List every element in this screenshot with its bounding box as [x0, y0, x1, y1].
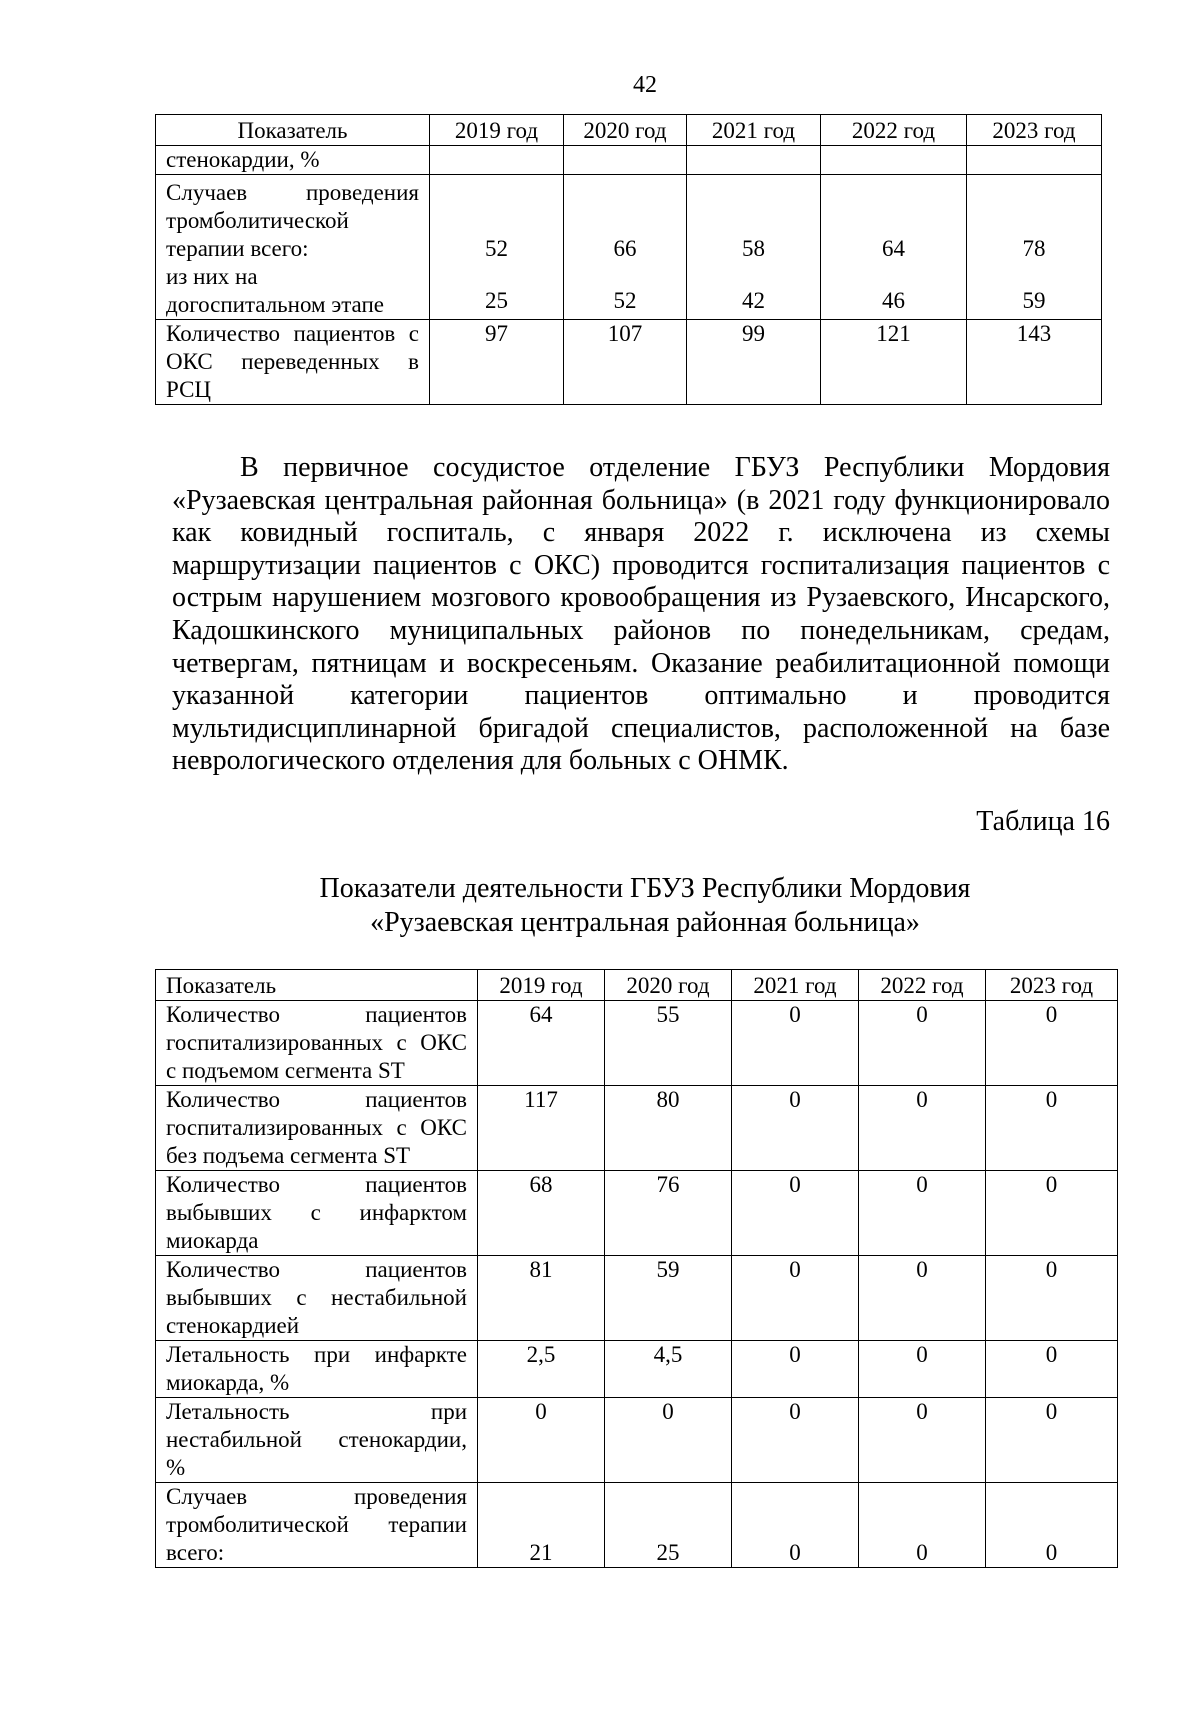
table-16 — [155, 969, 1118, 1568]
column-header: Показатель — [156, 115, 430, 146]
cell-value: 78 — [1022, 236, 1046, 261]
table-cell: 0 — [732, 1341, 859, 1398]
label-line: выбывших с инфарктом — [166, 1200, 467, 1225]
table-cell: 25 — [605, 1483, 732, 1568]
row-label — [156, 320, 430, 405]
row-label — [156, 1256, 478, 1341]
table-cell: 0 — [859, 1001, 986, 1086]
label-line: миокарда, % — [166, 1370, 290, 1395]
table-cell — [687, 175, 821, 320]
table-title-line: «Рузаевская центральная районная больница» — [370, 907, 920, 938]
label-line: Летальность при инфаркте — [166, 1342, 467, 1367]
table-cell — [967, 175, 1102, 320]
table-cell: 0 — [859, 1086, 986, 1171]
paragraph-line: как ковидный госпиталь, с января 2022 г. исключена из схемы — [172, 517, 1110, 549]
label-line: ОКС переведенных в — [166, 349, 419, 374]
column-header: 2023 год — [986, 970, 1118, 1001]
table-cell: 0 — [986, 1001, 1118, 1086]
table-header-row — [156, 115, 1102, 146]
row-label — [156, 1341, 478, 1398]
table-cell — [821, 175, 967, 320]
cell-subvalue: 59 — [1022, 288, 1046, 313]
table-cell: 59 — [605, 1256, 732, 1341]
table-cell: 0 — [732, 1086, 859, 1171]
cell-value: 58 — [742, 236, 765, 261]
row-label — [156, 146, 430, 175]
table-cell — [967, 146, 1102, 175]
label-line: госпитализированных с ОКС — [166, 1030, 467, 1055]
table-row — [156, 1483, 1118, 1568]
table-cell: 0 — [986, 1086, 1118, 1171]
label-line: Количество пациентов — [166, 1087, 467, 1112]
table-cell — [430, 146, 564, 175]
table-cell: 0 — [986, 1341, 1118, 1398]
table-cell: 0 — [732, 1483, 859, 1568]
table-cell: 0 — [859, 1398, 986, 1483]
label-line: Количество пациентов — [166, 1172, 467, 1197]
column-header: 2019 год — [430, 115, 564, 146]
table-cell: 81 — [478, 1256, 605, 1341]
table-cell: 0 — [986, 1171, 1118, 1256]
table-cell: 4,5 — [605, 1341, 732, 1398]
column-header: 2020 год — [564, 115, 687, 146]
table-cell: 97 — [430, 320, 564, 405]
table-cell: 0 — [859, 1171, 986, 1256]
paragraph-line: неврологического отделения для больных с ОНМК. — [172, 745, 789, 777]
label-line: выбывших с нестабильной — [166, 1285, 467, 1310]
table-row — [156, 1398, 1118, 1483]
table-cell: 117 — [478, 1086, 605, 1171]
column-header: 2022 год — [859, 970, 986, 1001]
table-title-line: Показатели деятельности ГБУЗ Республики Мордовия — [319, 873, 971, 904]
label-line: из них на — [166, 264, 258, 289]
label-line: всего: — [166, 1540, 225, 1565]
row-label — [156, 1483, 478, 1568]
paragraph-line: указанной категории пациентов оптимально и проводится — [172, 680, 1110, 712]
paragraph-line: «Рузаевская центральная районная больница» (в 2021 году функционировало — [172, 484, 1110, 516]
table-cell: 0 — [986, 1256, 1118, 1341]
row-label — [156, 1086, 478, 1171]
table-cell: 0 — [732, 1256, 859, 1341]
paragraph-line: маршрутизации пациентов с ОКС) проводится госпитализация пациентов с — [172, 549, 1110, 581]
label-line: тромболитической — [166, 208, 349, 233]
label-line: % — [166, 1455, 186, 1480]
table-cell: 0 — [859, 1256, 986, 1341]
table-cell: 2,5 — [478, 1341, 605, 1398]
row-label — [156, 175, 430, 320]
cell-value: 52 — [485, 236, 508, 261]
label-line: стенокардией — [166, 1313, 300, 1338]
table-cell: 107 — [564, 320, 687, 405]
table-cell: 0 — [605, 1398, 732, 1483]
row-label — [156, 1398, 478, 1483]
label-line: догоспитальном этапе — [166, 292, 384, 317]
label-line: Количество пациентов с — [166, 321, 419, 346]
table-continued — [155, 114, 1102, 405]
label-line: Летальность при — [166, 1399, 467, 1424]
paragraph-line: Кадошкинского муниципальных районов по понедельникам, средам, — [172, 614, 1110, 646]
table-cell: 68 — [478, 1171, 605, 1256]
table-cell: 0 — [732, 1171, 859, 1256]
cell-subvalue: 46 — [882, 288, 905, 313]
table-cell — [430, 175, 564, 320]
table-cell: 0 — [859, 1483, 986, 1568]
table-cell: 0 — [986, 1483, 1118, 1568]
paragraph-line: мультидисциплинарной бригадой специалистов, расположенной на базе — [172, 712, 1110, 744]
column-header: 2021 год — [732, 970, 859, 1001]
table-cell: 80 — [605, 1086, 732, 1171]
body-paragraph — [172, 452, 1110, 778]
table-cell — [564, 146, 687, 175]
label-line: Количество пациентов — [166, 1002, 467, 1027]
table-row — [156, 320, 1102, 405]
label-line: Случаев проведения — [166, 1484, 467, 1509]
table-row — [156, 175, 1102, 320]
label-line: Количество пациентов — [166, 1257, 467, 1282]
table-cell: 64 — [478, 1001, 605, 1086]
table-cell: 55 — [605, 1001, 732, 1086]
column-header: Показатель — [156, 970, 478, 1001]
table-cell: 0 — [732, 1001, 859, 1086]
table-row — [156, 1086, 1118, 1171]
cell-subvalue: 52 — [613, 288, 637, 313]
label-line: нестабильной стенокардии, — [166, 1427, 467, 1452]
table-cell: 0 — [859, 1341, 986, 1398]
table-cell: 121 — [821, 320, 967, 405]
table-row — [156, 146, 1102, 175]
cell-subvalue: 25 — [485, 288, 508, 313]
paragraph-line: В первичное сосудистое отделение ГБУЗ Республики Мордовия — [240, 452, 1110, 483]
label-line: стенокардии, % — [166, 147, 320, 172]
label-line: терапии всего: — [166, 236, 309, 261]
label-line: тромболитической терапии — [166, 1512, 467, 1537]
cell-value: 66 — [613, 236, 637, 261]
page-number: 42 — [633, 72, 657, 98]
cell-subvalue: 42 — [742, 288, 765, 313]
label-line: без подъема сегмента ST — [166, 1143, 411, 1168]
table-row — [156, 1171, 1118, 1256]
column-header: 2023 год — [967, 115, 1102, 146]
column-header: 2020 год — [605, 970, 732, 1001]
table-cell: 0 — [986, 1398, 1118, 1483]
table-cell: 0 — [732, 1398, 859, 1483]
column-header: 2019 год — [478, 970, 605, 1001]
table-cell — [564, 175, 687, 320]
table-cell — [821, 146, 967, 175]
table-cell: 143 — [967, 320, 1102, 405]
column-header: 2021 год — [687, 115, 821, 146]
table-title — [0, 872, 1200, 940]
table-row — [156, 1001, 1118, 1086]
label-line: Случаев проведения — [166, 180, 419, 205]
table-cell: 76 — [605, 1171, 732, 1256]
table-caption: Таблица 16 — [976, 806, 1110, 837]
paragraph-line: четвергам, пятницам и воскресеньям. Оказание реабилитационной помощи — [172, 647, 1110, 679]
label-line: миокарда — [166, 1228, 259, 1253]
row-label — [156, 1171, 478, 1256]
table-cell: 21 — [478, 1483, 605, 1568]
table-cell — [687, 146, 821, 175]
cell-value: 64 — [882, 236, 905, 261]
table-row — [156, 1341, 1118, 1398]
table-cell: 99 — [687, 320, 821, 405]
table-cell: 0 — [478, 1398, 605, 1483]
label-line: госпитализированных с ОКС — [166, 1115, 467, 1140]
table-row — [156, 1256, 1118, 1341]
column-header: 2022 год — [821, 115, 967, 146]
label-line: РСЦ — [166, 377, 212, 402]
label-line: с подъемом сегмента ST — [166, 1058, 405, 1083]
paragraph-line: острым нарушением мозгового кровообращения из Рузаевского, Инсарского, — [172, 582, 1110, 614]
table-header-row — [156, 970, 1118, 1001]
row-label — [156, 1001, 478, 1086]
